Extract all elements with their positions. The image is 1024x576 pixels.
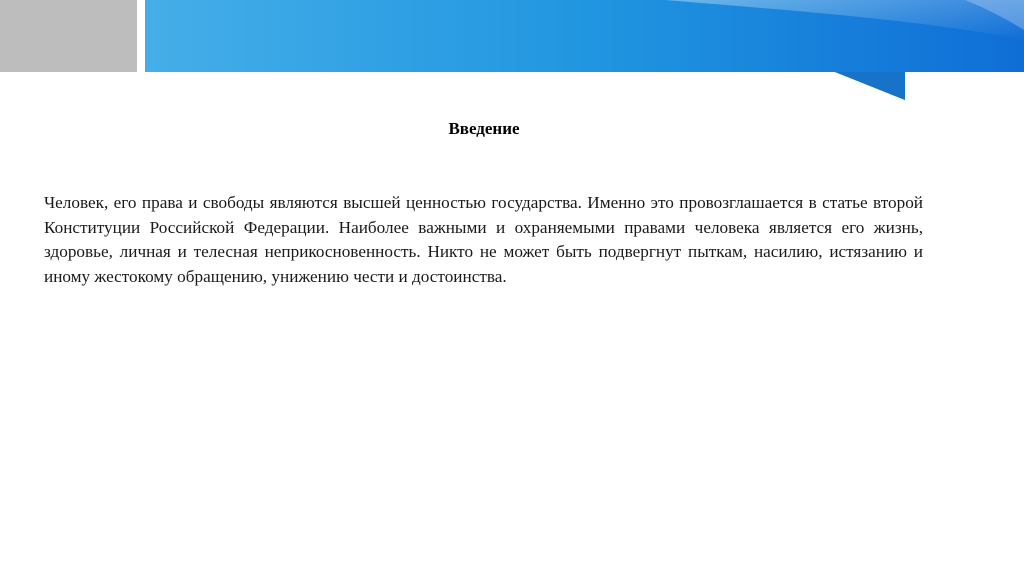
decorative-gray-block [0,0,137,72]
slide-body-text: Человек, его права и свободы являются высшей ценностью государства. Именно это провозглашается в статье второй Конституции Российской Федерации. Наиболее важными и охраняемыми правами человека является его жизнь, здоровье, личная и телесная неприкосновенность. Никто не может быть подвергнут пыткам, насилию, истязанию и иному жестокому обращению, унижению чести и достоинства. [44,193,923,286]
decorative-blue-banner [145,0,1024,100]
slide-title: Введение [448,119,520,138]
